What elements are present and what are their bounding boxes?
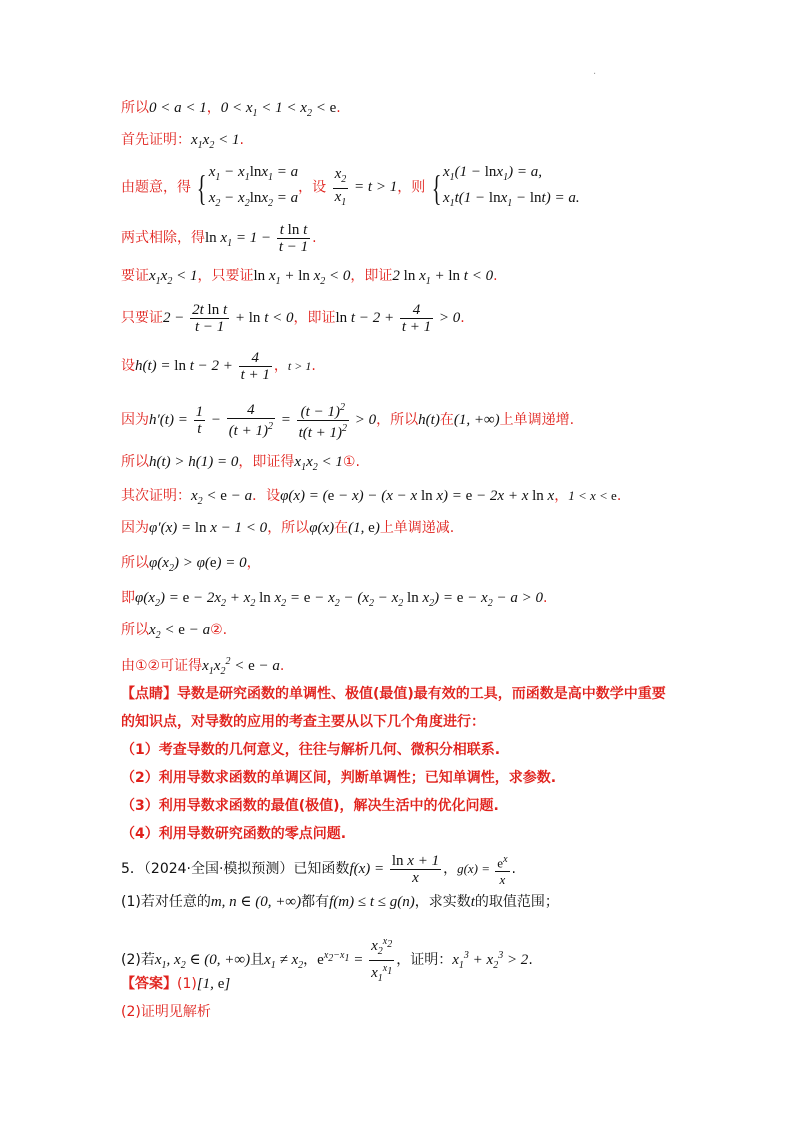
line-3: 由题意，得 { $x_1 - x_1\ln x_1 = a$ $x_2 - x_2\ln x_2 = a$ ，设 $\frac{x_2}{x_1}$ = t > 1，则 { $x_1(1 - \ln x_1) = a$, $x_1t(1 - \ln x_1 - \ln t) = a$. [121, 164, 580, 209]
line-2: 首先证明：$x_1x_2 < 1$. [121, 132, 244, 151]
tip-line-3: （1）考查导数的几何意义，往往与解析几何、微积分相联系. [121, 742, 501, 758]
line-1: 所以0 < a < 1，$0 < x_1 < 1 < x_2 < e$. [121, 100, 341, 119]
tip-line-6: （4）利用导数研究函数的零点问题. [121, 826, 347, 842]
question-5-part-2: (2)若$x_1$, $x_2$ ∈ (0, +∞)且$x_1 \ne x_2$，$e^{x_2-x_1}$ = $\frac{x_2^{x_2}}{x_1^{x_1}}$ ，证明：$x_1^3 + x_2^3 > 2$. [121, 936, 533, 984]
line-8: 因为h′(t) = $\frac{1}{t}$ − $\frac{4}{(t + 1)^2}$ = $\frac{(t - 1)^2}{t(t + 1)^2}$ > 0，所以h(t)在(1, +∞)上单调递增. [121, 402, 575, 441]
line-14: 所以$x_2 < e$ − a②. [121, 622, 228, 641]
page-dot: . [593, 66, 597, 77]
line-5: 要证$x_1x_2 < 1$，只要证$\ln x_1 + \ln x_2 < 0$，即证2 $\ln x_1 + \ln t < 0$. [121, 268, 498, 287]
question-5-stem: 5．（2024·全国·模拟预测）已知函数f(x) = $\frac{\text{ln x + 1}}{x}$ ，g(x) = $\frac{e^x}{x}$ . [121, 853, 516, 888]
tip-line-5: （3）利用导数求函数的最值(极值)，解决生活中的优化问题. [121, 798, 499, 814]
line-13: 即$\varphi(x_2) = e - 2x_2 + x_2$ $\ln x_2 = e - x_2 - (x_2 - x_2$ $\ln x_2) = e - x_2 - a > 0$. [121, 590, 548, 609]
line-9: 所以h(t) > h(1) = 0，即证得$x_1x_2$ < 1①. [121, 454, 360, 473]
line-7: 设h(t) = ln t − 2 + $\frac{4}{t + 1}$ ，t > 1. [121, 350, 316, 383]
answer-line-2: (2)证明见解析 [121, 1004, 211, 1020]
question-5-part-1: (1)若对任意的m, n ∈ (0, +∞)都有f(m) ≤ t ≤ g(n)，求实数t的取值范围； [121, 894, 559, 910]
tip-line-2: 的知识点，对导数的应用的考查主要从以下几个角度进行： [121, 714, 485, 730]
line-4: 两式相除，得$\ln x_1 = 1$ − $\frac{\text{t ln t}}{t - 1}$ . [121, 222, 317, 255]
answer-line: 【答案】(1)[1, e] [121, 976, 231, 992]
line-12: 所以$\varphi(x_2) > \varphi(e) = 0$， [121, 555, 261, 574]
line-15: 由①②可证得$x_1x_2^2 < e - a$. [121, 656, 285, 677]
tip-line-1: 【点睛】导数是研究函数的单调性、极值(最值)最有效的工具，而函数是高中数学中重要 [121, 686, 666, 702]
tip-line-4: （2）利用导数求函数的单调区间，判断单调性；已知单调性，求参数. [121, 770, 557, 786]
line-6: 只要证2 − $\frac{\text{2t ln t}}{t - 1}$ + ln t < 0，即证ln t − 2 + $\frac{4}{t + 1}$ > 0. [121, 302, 465, 335]
line-11: 因为φ′(x) = ln x − 1 < 0，所以φ(x)在(1, e)上单调递减. [121, 520, 455, 536]
line-10: 其次证明：$x_2 < e - a$．设φ(x) = (e − x) − (x − x ln x) = e − 2x + x ln x，1 < x < e. [121, 488, 622, 507]
